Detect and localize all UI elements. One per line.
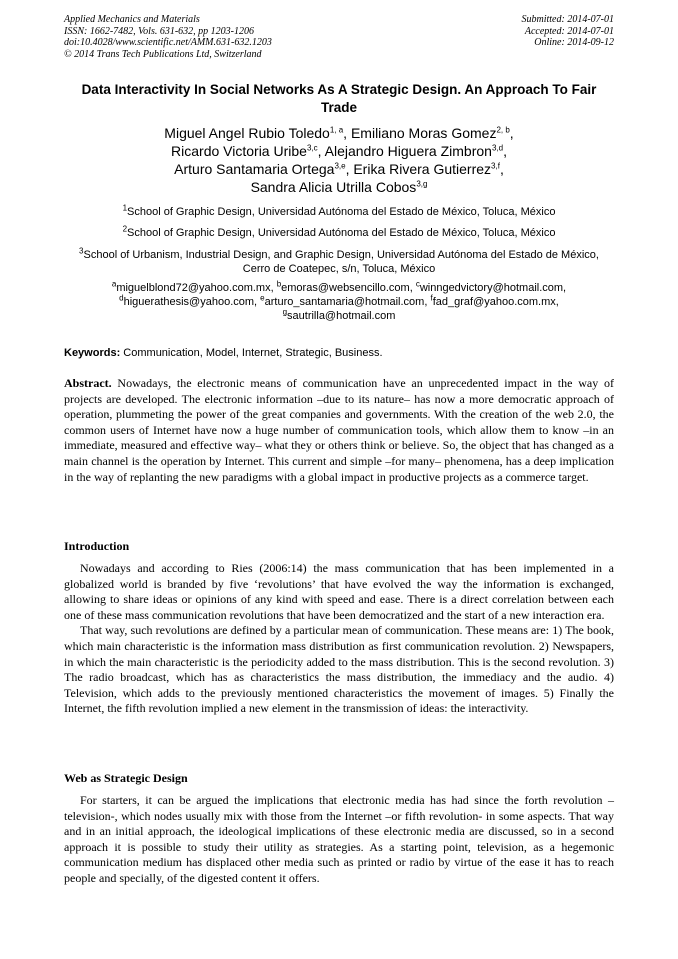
author-marker: 2, b xyxy=(496,125,510,135)
author-marker: 1, a xyxy=(329,125,344,135)
author-marker: 3,d xyxy=(491,143,504,153)
copyright-line: © 2014 Trans Tech Publications Ltd, Switzerland xyxy=(64,48,262,60)
paragraph: That way, such revolutions are defined by a particular mean of communication. These means are: 1) The book, which main characteristic is the information mass distribution as first communication revolution. 2) Newspapers, in which the main characteristic is the periodicity added to the mass distribution. This is the second revolution. 3) The radio broadcast, which has as characteristics the mass distribution, the immediacy and the audio. 4) Television, which adds to the previously mentioned characteristics the movement of images. 5) Finally the Internet, the fifth revolution implied a new element in the transmission of ideas: the interactivity. xyxy=(64,623,614,716)
email-list: $^a$miguelblond72@yahoo.com.mx, $^b$emoras@websencillo.com, $^c$winngedvictory@hotmail.com, $^d$higuerathesis@yahoo.com, $^e$arturo_santamaria@hotmail.com, $^f$fad_graf@yahoo.com.mx, $^g$sautrilla@hotmail.com xyxy=(111,279,567,322)
author-marker: 3,c xyxy=(306,143,318,153)
abstract-label: Abstract. xyxy=(64,376,112,390)
keywords-label: Keywords: xyxy=(64,347,121,359)
author-name: Ricardo Victoria Uribe xyxy=(171,143,307,159)
web-section-body xyxy=(64,793,614,887)
abstract-text: Nowadays, the electronic means of communication have an unprecedented impact in the way of projects are developed. The electronic information –due to its nature– has now a more democratic approach of operation, plummeting the power of the great companies and governments. With the creation of the web 2.0, the common users of Internet have now a huge number of communication tools, which allow them to know –in an immediate, measured and effective way– what they or others think or believe. So, the object that has changed as a main channel is the operation by Internet. This current and simple –for many– phenomena, has a deep implication in the way of replanting the new paradigms with a global impact in productive projects as a commerce target. xyxy=(64,376,614,484)
journal-name: Applied Mechanics and Materials xyxy=(64,14,200,25)
affiliation-1: $^1$School of Graphic Design, Universidad Autónoma del Estado de México, Toluca, México xyxy=(122,203,556,218)
accepted-date: Accepted: 2014-07-01 xyxy=(524,25,614,37)
affiliation-3: $^3$School of Urbanism, Industrial Design, and Graphic Design, Universidad Autónoma del Estado de México, Cerro de Coatepec, s/n, Toluca, México xyxy=(79,246,599,275)
email-link[interactable]: sautrilla@hotmail.com xyxy=(287,310,396,322)
email-link[interactable]: miguelblond72@yahoo.com.mx xyxy=(116,282,271,294)
section-heading-web-strategic-design: Web as Strategic Design xyxy=(64,771,188,785)
issn-line: ISSN: 1662-7482, Vols. 631-632, pp 1203-1206 xyxy=(64,25,254,37)
author-marker: 3,f xyxy=(491,161,500,171)
keywords-text: Communication, Model, Internet, Strategic, Business. xyxy=(120,347,383,359)
email-link[interactable]: fad_graf@yahoo.com.mx, xyxy=(432,296,559,308)
author-name: Miguel Angel Rubio Toledo xyxy=(164,125,330,141)
email-link[interactable]: arturo_santamaria@hotmail.com xyxy=(264,296,425,308)
author-name: Erika Rivera Gutierrez xyxy=(353,161,492,177)
submitted-date: Submitted: 2014-07-01 xyxy=(521,14,614,25)
paragraph: Nowadays and according to Ries (2006:14) the mass communication that has been implemented in a globalized world is branded by five ‘revolutions’ that have evolved the way the information is exchanged, allowing to share ideas or opinions of any kind with speed and ease. There is a direct correlation between each one of these mass communication revolutions that have been democratized and the start of a new interaction era. xyxy=(64,561,614,622)
abstract xyxy=(64,376,614,485)
paper-title: Data Interactivity In Social Networks As A Strategic Design. An Approach To Fair Trade xyxy=(81,82,597,115)
header-left xyxy=(64,14,272,60)
email-link[interactable]: winngedvictory@hotmail.com, xyxy=(419,282,567,294)
author-marker: 3,e xyxy=(334,161,346,171)
email-link[interactable]: higuerathesis@yahoo.com xyxy=(123,296,255,308)
introduction-body xyxy=(64,561,614,717)
author-marker: 3,g xyxy=(416,179,428,189)
keywords xyxy=(64,346,614,360)
author-name: Alejandro Higuera Zimbron xyxy=(324,143,492,159)
email-link[interactable]: emoras@websencillo.com xyxy=(281,282,410,294)
author-name: Sandra Alicia Utrilla Cobos xyxy=(250,179,417,195)
author-name: Emiliano Moras Gomez xyxy=(350,125,497,141)
header-right xyxy=(522,14,615,49)
author-list: Miguel Angel Rubio Toledo$^{1, a}$, Emiliano Moras Gomez$^{2, b}$, Ricardo Victoria Uribe$^{3,c}$, Alejandro Higuera Zimbron$^{3,d}$, Arturo Santamaria Ortega$^{3,e}$, Erika Rivera Gutierrez$^{3,f}$, Sandra Alicia Utrilla Cobos$^{3,g}$ xyxy=(164,125,514,195)
doi-line[interactable]: doi:10.4028/www.scientific.net/AMM.631-632.1203 xyxy=(64,37,272,48)
author-name: Arturo Santamaria Ortega xyxy=(174,161,335,177)
affiliation-2: $^2$School of Graphic Design, Universidad Autónoma del Estado de México, Toluca, México xyxy=(122,224,556,239)
paragraph: For starters, it can be argued the implications that electronic media has had since the forth revolution –television-, which nodes usually mix with those from the Internet –or fifth revolution- in some aspects. That way and in an initial approach, the ideological implications of these electronic media are discussed, so in a second approach it is possible to study their utility as strategies. As a starting point, television, as a hegemonic communication medium has displaced other media such as printed or radio by virtue of the ease it has to reach people and specially, of the digested content it offers. xyxy=(64,793,614,885)
online-date: Online: 2014-09-12 xyxy=(534,37,614,48)
section-heading-introduction: Introduction xyxy=(64,539,130,553)
